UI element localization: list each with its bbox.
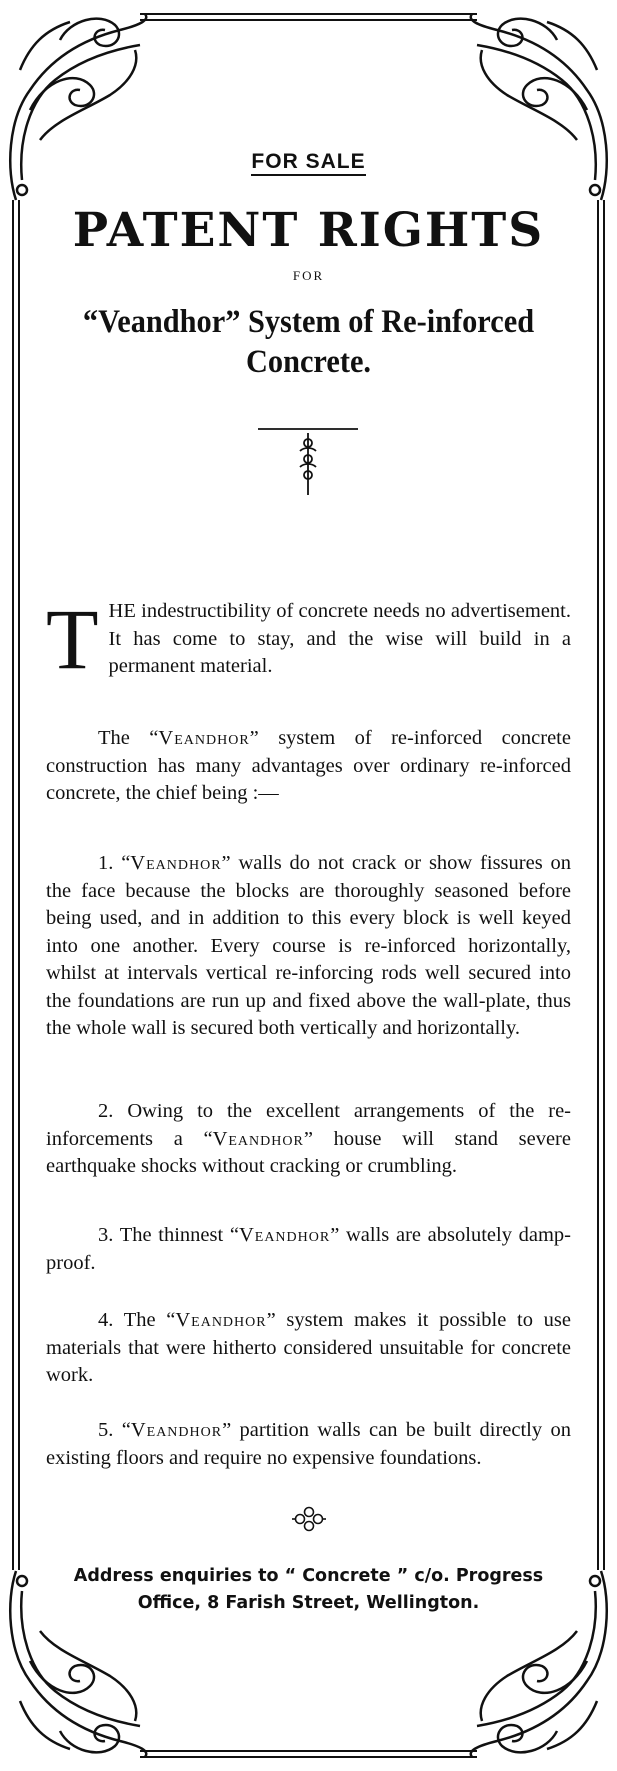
- address-line-2: Office, 8 Farish Street, Wellington.: [137, 1593, 480, 1613]
- point-3-brand: Veandhor: [238, 1224, 331, 1246]
- address-block: [40, 1563, 577, 1617]
- for-sale-text: FOR SALE: [251, 150, 365, 176]
- point-4-post: ” system makes it possible to use materials that were hitherto considered unsuitable for concrete work.: [46, 1309, 571, 1386]
- point-3: [46, 1222, 571, 1277]
- point-5: [46, 1417, 571, 1472]
- point-1: [46, 850, 571, 1043]
- point-1-brand: Veandhor: [130, 852, 222, 874]
- divider-ornament: [258, 425, 358, 497]
- point-5-post: ” partition walls can be built directly on existing floors and require no expensive foundations.: [46, 1419, 571, 1469]
- subtitle: [61, 302, 555, 382]
- point-2-brand: Veandhor: [212, 1127, 304, 1150]
- paragraph-2: [46, 725, 571, 808]
- point-4: [46, 1307, 571, 1390]
- point-5-pre: 5. “: [98, 1419, 131, 1441]
- para2-pre: The “: [98, 727, 159, 749]
- drop-cap: T: [46, 591, 99, 687]
- point-3-post: ” walls are absolutely damp-proof.: [46, 1224, 572, 1274]
- point-2-post: ” house will stand severe earthquake shocks without cracking or crumbling.: [46, 1127, 571, 1177]
- point-1-pre: 1. “: [98, 852, 131, 874]
- para2-post: ” system of re-inforced concrete construction has many advantages over ordinary re-inforced concrete, the chief being :—: [46, 727, 571, 804]
- subtitle-line-1: “Veandhor” System of Re-inforced: [82, 304, 535, 340]
- point-3-pre: 3. The thinnest “: [98, 1224, 239, 1246]
- intro-text: HE indestructibility of concrete needs no advertisement. It has come to stay, and the wise will build in a permanent material.: [108, 600, 571, 677]
- for-label: FOR: [292, 268, 325, 283]
- point-2-pre: 2. Owing to the excellent arrangements of the re-inforcements a “: [46, 1100, 571, 1150]
- point-2: [46, 1098, 571, 1181]
- point-4-pre: 4. The “: [98, 1309, 176, 1331]
- intro-paragraph: [46, 591, 571, 687]
- page-title: PATENT RIGHTS: [72, 203, 545, 258]
- for-sale-heading: [40, 150, 577, 174]
- point-4-brand: Veandhor: [175, 1309, 267, 1331]
- address-line-1: Address enquiries to “ Concrete ” c/o. Progress: [73, 1566, 544, 1586]
- point-5-brand: Veandhor: [130, 1419, 223, 1441]
- para2-brand: Veandhor: [158, 727, 250, 749]
- subtitle-line-2: Concrete.: [245, 344, 372, 380]
- fleuron-icon: [292, 1505, 326, 1533]
- point-1-post: ” walls do not crack or show fissures on the face because the blocks are thoroughly seasoned before being used, and in addition to this every block is well keyed into one another. Every course is re-inforced horizontally, whilst at intervals vertical re-inforcing rods well secured into the foundations are run up and fixed above the wall-plate, thus the whole wall is secured both vertically and horizontally.: [46, 852, 571, 1039]
